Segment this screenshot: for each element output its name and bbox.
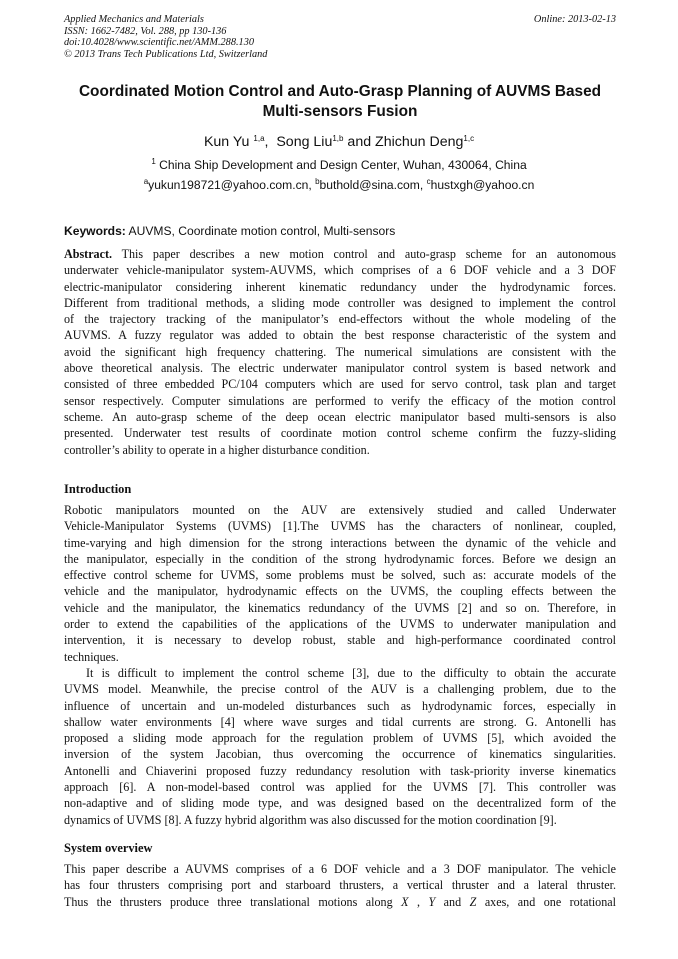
abstract-text: This paper describes a new motion control and auto-grasp scheme for an autonomous: [112, 247, 616, 261]
text-fragment: Thus the thrusters produce three translational motions along: [64, 894, 402, 909]
email-mark: c: [426, 177, 431, 186]
paragraph-line: This paper describe a AUVMS comprises of a 6 DOF vehicle and a 3 DOF manipulator. The vehicle: [64, 862, 616, 876]
text-fragment: axes, and one rotational: [476, 894, 616, 909]
affiliation-text: China Ship Development and Design Center, Wuhan, 430064, China: [155, 158, 527, 172]
journal-doi: doi:10.4028/www.scientific.net/AMM.288.130: [64, 37, 254, 49]
paragraph-line: [64, 894, 616, 910]
paragraph-line: techniques.: [64, 649, 119, 664]
paragraph-line: effective control scheme for UVMS, some problems must be solved, such as: accurate models of the: [64, 568, 616, 583]
paper-title-line-1: Coordinated Motion Control and Auto-Grasp Planning of AUVMS Based: [78, 83, 602, 100]
author-affiliation-mark: 1,b: [332, 134, 344, 143]
abstract-line: underwater vehicle-manipulator system-AUVMS, which comprises of a 6 DOF vehicle and a 3 DOF: [64, 263, 616, 278]
math-variable-y: Y: [428, 894, 436, 909]
abstract-line: consisted of three embedded PC/104 computers which are used for servo control, task plan and target: [64, 377, 616, 392]
author-affiliation-mark: 1,c: [463, 134, 475, 143]
paragraph-line: the manipulator, especially in the condition of the strong hydrodynamic forces. Before we design an: [64, 551, 616, 566]
paragraph-line: intervention, it is necessary to develop robust, stable and high-performance coordinated control: [64, 633, 616, 648]
keywords-label: Keywords:: [64, 224, 126, 238]
email-address: buthold@sina.com,: [319, 178, 427, 192]
keywords-text: AUVMS, Coordinate motion control, Multi-sensors: [125, 224, 396, 238]
paragraph-line: vehicle and the manipulator, hydrodynamic effects on the UVMS, the coupling effects between the: [64, 584, 616, 599]
paragraph-line: It is difficult to implement the control scheme [3], due to the difficulty to obtain the accurate: [86, 665, 616, 680]
paragraph-line: UVMS model. Meanwhile, the precise control of the AUV is a challenging problem, due to the: [64, 682, 616, 697]
author-separator: ,: [264, 134, 277, 150]
paragraph-line: Vehicle-Manipulator Systems (UVMS) [1].The UVMS has the characters of nonlinear, coupled,: [64, 519, 616, 534]
paper-title-line-2: Multi-sensors Fusion: [262, 103, 418, 120]
author-affiliation: [0, 158, 678, 172]
math-variable-x: X: [401, 894, 409, 909]
abstract-line: [64, 246, 616, 262]
paragraph-line: inversion of the system Jacobian, thus overcoming the occurrence of kinematics singularities.: [64, 747, 616, 762]
paragraph-line: vehicle and the manipulator, the kinematics redundancy of the UVMS [2] and so on. Therefore, in: [64, 600, 616, 615]
abstract-line: scheme. An auto-grasp scheme of the deep ocean electric manipulator based multi-sensors is also: [64, 409, 616, 424]
email-address: hustxgh@yahoo.cn: [430, 178, 535, 192]
abstract-line: avoid the significant high frequency chattering. The numerical simulations are consistent with the: [64, 344, 616, 359]
email-mark: b: [315, 177, 320, 186]
paragraph-line: order to extend the capabilities of the applications of the UVMS to underwater manipulation and: [64, 617, 616, 632]
math-variable-z: Z: [469, 894, 477, 909]
abstract-line: controller’s ability to operate in a higher disturbance condition.: [64, 442, 370, 457]
paragraph-line: proposed a sliding mode approach for the regulation problem of UVMS [5], which avoided the: [64, 731, 616, 746]
email-mark: a: [143, 177, 149, 186]
affiliation-mark: 1: [151, 157, 156, 166]
abstract-label: Abstract.: [64, 247, 113, 261]
journal-header: [64, 14, 616, 60]
system-overview-body: [64, 861, 616, 910]
paragraph-line: non-adaptive and of sliding mode type, and was designed based on the decentralized form of the: [64, 796, 616, 811]
abstract-line: sensor respectively. Computer simulations are performed to verify the efficacy of the motion control: [64, 393, 616, 408]
author-name: Zhichun Deng: [375, 134, 464, 150]
paragraph-line: Robotic manipulators mounted on the AUV are extensively studied and called Underwater: [64, 503, 616, 517]
author-name: Kun Yu: [203, 134, 254, 150]
text-fragment: and: [435, 894, 470, 909]
paper-title: [40, 82, 640, 122]
system-overview-heading: System overview: [64, 841, 153, 855]
author-separator: and: [343, 134, 376, 150]
journal-copyright: © 2013 Trans Tech Publications Ltd, Switzerland: [64, 48, 268, 60]
paragraph-line: dynamics of UVMS [8]. A fuzzy hybrid algorithm was also discussed for the motion coordination [9].: [64, 812, 557, 827]
abstract-line: electric-manipulator considering inherent kinematic redundancy under the hydrodynamic forces.: [64, 279, 616, 294]
author-list: [0, 134, 678, 150]
abstract-line: presented. Underwater test results of coordinate motion control scheme confirm the fuzzy-sliding: [64, 426, 616, 441]
paragraph-line: has four thrusters comprising port and starboard thrusters, a vertical thruster and a lateral thruster.: [64, 878, 616, 893]
introduction-heading: Introduction: [64, 482, 132, 496]
journal-issn: ISSN: 1662-7482, Vol. 288, pp 130-136: [64, 25, 227, 37]
author-affiliation-mark: 1,a: [253, 134, 265, 143]
introduction-body: [64, 502, 616, 828]
author-name: Song Liu: [276, 134, 333, 150]
email-address: yukun198721@yahoo.com.cn,: [148, 178, 316, 192]
paragraph-line: influence of uncertain and un-modeled disturbances such as hydrodynamic forces, especially in: [64, 698, 616, 713]
abstract: [64, 246, 616, 458]
paragraph-line: shallow water environments [4] where wave surges and tidal currents are strong. G. Antonelli has: [64, 714, 616, 729]
paragraph-line: Antonelli and Chiaverini proposed fuzzy redundancy resolution with task-priority inverse kinematics: [64, 763, 616, 778]
keywords: [64, 224, 616, 238]
online-date: Online: 2013-02-13: [533, 14, 616, 25]
abstract-line: above theoretical analysis. The electric underwater manipulator control system is based network and: [64, 361, 616, 376]
author-emails: [0, 178, 678, 192]
paragraph-line: approach [6]. A non-model-based control was applied for the UVMS [7]. This controller was: [64, 780, 616, 795]
abstract-line: of the trajectory tracking of the manipulator’s end-effectors without the whole modeling of the: [64, 312, 616, 327]
journal-name: Applied Mechanics and Materials: [64, 14, 204, 25]
abstract-line: AUVMS. A fuzzy regulator was added to obtain the best response characteristic of the system and: [64, 328, 616, 343]
text-fragment: ,: [408, 894, 429, 909]
abstract-line: Different from traditional methods, a sliding mode controller was designed to implement the control: [64, 295, 616, 310]
paragraph-line: time-varying and high dimension for the strong interactions between the dynamic of the vehicle and: [64, 535, 616, 550]
